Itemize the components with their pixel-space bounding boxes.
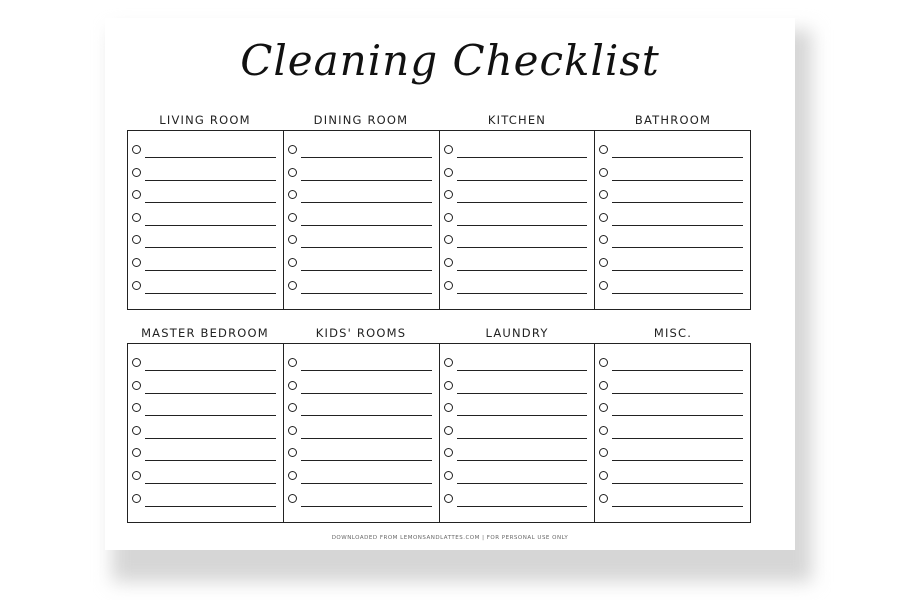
- write-in-line[interactable]: [145, 202, 276, 203]
- checklist-item: [284, 442, 439, 465]
- checkbox-circle-icon[interactable]: [599, 145, 608, 154]
- checklist-item: [595, 162, 750, 185]
- bottom-checklist-grid: [127, 343, 751, 523]
- checkbox-circle-icon[interactable]: [444, 281, 453, 290]
- section-header-master-bedroom: MASTER BEDROOM: [141, 326, 269, 340]
- checkbox-circle-icon[interactable]: [288, 281, 297, 290]
- checkbox-circle-icon[interactable]: [288, 426, 297, 435]
- write-in-line[interactable]: [612, 483, 743, 484]
- checklist-item: [128, 207, 283, 230]
- write-in-line[interactable]: [612, 180, 743, 181]
- checkbox-circle-icon[interactable]: [132, 426, 141, 435]
- checklist-item: [595, 352, 750, 375]
- checkbox-circle-icon[interactable]: [132, 168, 141, 177]
- checklist-item: [440, 375, 595, 398]
- write-in-line[interactable]: [612, 270, 743, 271]
- write-in-line[interactable]: [612, 393, 743, 394]
- checkbox-circle-icon[interactable]: [132, 258, 141, 267]
- write-in-line[interactable]: [145, 270, 276, 271]
- section-header-misc: MISC.: [653, 326, 693, 340]
- section-header-dining-room: DINING ROOM: [313, 113, 409, 127]
- checklist-item: [284, 397, 439, 420]
- checkbox-circle-icon[interactable]: [132, 190, 141, 199]
- write-in-line[interactable]: [301, 180, 432, 181]
- write-in-line[interactable]: [457, 293, 588, 294]
- checkbox-circle-icon[interactable]: [444, 213, 453, 222]
- checkbox-circle-icon[interactable]: [444, 358, 453, 367]
- checkbox-circle-icon[interactable]: [599, 358, 608, 367]
- checkbox-circle-icon[interactable]: [132, 448, 141, 457]
- checklist-item: [440, 420, 595, 443]
- write-in-line[interactable]: [457, 157, 588, 158]
- checkbox-circle-icon[interactable]: [132, 358, 141, 367]
- write-in-line[interactable]: [612, 247, 743, 248]
- write-in-line[interactable]: [145, 415, 276, 416]
- checkbox-circle-icon[interactable]: [132, 381, 141, 390]
- write-in-line[interactable]: [145, 370, 276, 371]
- write-in-line[interactable]: [145, 460, 276, 461]
- checklist-item: [440, 488, 595, 511]
- checkbox-circle-icon[interactable]: [599, 168, 608, 177]
- checkbox-circle-icon[interactable]: [599, 281, 608, 290]
- checkbox-circle-icon[interactable]: [132, 281, 141, 290]
- checklist-item: [440, 275, 595, 298]
- checkbox-circle-icon[interactable]: [288, 145, 297, 154]
- checklist-item: [595, 275, 750, 298]
- checkbox-circle-icon[interactable]: [288, 235, 297, 244]
- write-in-line[interactable]: [612, 506, 743, 507]
- section-column-kids-rooms: [284, 344, 440, 522]
- checklist-item: [128, 139, 283, 162]
- write-in-line[interactable]: [301, 483, 432, 484]
- checklist-item: [128, 352, 283, 375]
- checkbox-circle-icon[interactable]: [444, 494, 453, 503]
- section-column-living-room: [128, 131, 284, 309]
- checkbox-circle-icon[interactable]: [288, 403, 297, 412]
- checkbox-circle-icon[interactable]: [132, 213, 141, 222]
- checklist-item: [440, 465, 595, 488]
- write-in-line[interactable]: [145, 247, 276, 248]
- checklist-item: [440, 442, 595, 465]
- section-header-laundry: LAUNDRY: [485, 326, 549, 340]
- section-header-kids-rooms: KIDS' ROOMS: [315, 326, 407, 340]
- write-in-line[interactable]: [612, 415, 743, 416]
- checkbox-circle-icon[interactable]: [288, 494, 297, 503]
- write-in-line[interactable]: [612, 293, 743, 294]
- checkbox-circle-icon[interactable]: [288, 471, 297, 480]
- write-in-line[interactable]: [457, 438, 588, 439]
- write-in-line[interactable]: [457, 460, 588, 461]
- checklist-item: [284, 375, 439, 398]
- checklist-item: [595, 397, 750, 420]
- section-header-bathroom: BATHROOM: [634, 113, 712, 127]
- checklist-item: [595, 252, 750, 275]
- checklist-item: [128, 162, 283, 185]
- checklist-item: [128, 397, 283, 420]
- section-header-living-room: LIVING ROOM: [159, 113, 251, 127]
- write-in-line[interactable]: [301, 415, 432, 416]
- checklist-item: [284, 139, 439, 162]
- checklist-item: [284, 488, 439, 511]
- write-in-line[interactable]: [301, 460, 432, 461]
- checklist-item: [128, 465, 283, 488]
- checklist-item: [440, 229, 595, 252]
- section-column-misc: [595, 344, 750, 522]
- checkbox-circle-icon[interactable]: [444, 403, 453, 412]
- checklist-item: [595, 207, 750, 230]
- write-in-line[interactable]: [145, 157, 276, 158]
- checkbox-circle-icon[interactable]: [599, 381, 608, 390]
- checklist-item: [284, 275, 439, 298]
- write-in-line[interactable]: [301, 293, 432, 294]
- checklist-item: [595, 420, 750, 443]
- write-in-line[interactable]: [457, 225, 588, 226]
- write-in-line[interactable]: [301, 247, 432, 248]
- checkbox-circle-icon[interactable]: [599, 213, 608, 222]
- checkbox-circle-icon[interactable]: [444, 426, 453, 435]
- checklist-item: [128, 275, 283, 298]
- checkbox-circle-icon[interactable]: [444, 168, 453, 177]
- checkbox-circle-icon[interactable]: [288, 258, 297, 267]
- checkbox-circle-icon[interactable]: [132, 235, 141, 244]
- write-in-line[interactable]: [457, 370, 588, 371]
- checkbox-circle-icon[interactable]: [444, 258, 453, 267]
- checkbox-circle-icon[interactable]: [599, 235, 608, 244]
- section-header-kitchen: KITCHEN: [487, 113, 547, 127]
- checkbox-circle-icon[interactable]: [599, 190, 608, 199]
- checkbox-circle-icon[interactable]: [444, 235, 453, 244]
- checkbox-circle-icon[interactable]: [132, 494, 141, 503]
- write-in-line[interactable]: [145, 293, 276, 294]
- checklist-item: [595, 375, 750, 398]
- checkbox-circle-icon[interactable]: [132, 471, 141, 480]
- write-in-line[interactable]: [145, 506, 276, 507]
- checklist-item: [440, 252, 595, 275]
- write-in-line[interactable]: [301, 438, 432, 439]
- checkbox-circle-icon[interactable]: [444, 145, 453, 154]
- checklist-item: [440, 139, 595, 162]
- checkbox-circle-icon[interactable]: [288, 190, 297, 199]
- checklist-item: [128, 442, 283, 465]
- checkbox-circle-icon[interactable]: [132, 145, 141, 154]
- checklist-item: [440, 184, 595, 207]
- checklist-item: [595, 465, 750, 488]
- write-in-line[interactable]: [612, 370, 743, 371]
- write-in-line[interactable]: [457, 483, 588, 484]
- write-in-line[interactable]: [457, 247, 588, 248]
- section-column-bathroom: [595, 131, 750, 309]
- top-checklist-grid: [127, 130, 751, 310]
- checkbox-circle-icon[interactable]: [288, 381, 297, 390]
- checklist-item: [128, 229, 283, 252]
- checklist-item: [284, 184, 439, 207]
- write-in-line[interactable]: [301, 393, 432, 394]
- checkbox-circle-icon[interactable]: [444, 381, 453, 390]
- checklist-item: [440, 397, 595, 420]
- checkbox-circle-icon[interactable]: [288, 448, 297, 457]
- checklist-item: [128, 375, 283, 398]
- checklist-item: [284, 162, 439, 185]
- checkbox-circle-icon[interactable]: [599, 403, 608, 412]
- checklist-item: [128, 252, 283, 275]
- write-in-line[interactable]: [457, 180, 588, 181]
- checklist-item: [284, 465, 439, 488]
- checklist-item: [595, 139, 750, 162]
- write-in-line[interactable]: [457, 506, 588, 507]
- section-column-laundry: [440, 344, 596, 522]
- checklist-item: [440, 352, 595, 375]
- checklist-item: [595, 488, 750, 511]
- checkbox-circle-icon[interactable]: [599, 426, 608, 435]
- write-in-line[interactable]: [612, 460, 743, 461]
- write-in-line[interactable]: [145, 438, 276, 439]
- checklist-item: [284, 229, 439, 252]
- checklist-item: [595, 229, 750, 252]
- write-in-line[interactable]: [457, 202, 588, 203]
- checkbox-circle-icon[interactable]: [288, 358, 297, 367]
- checkbox-circle-icon[interactable]: [132, 403, 141, 412]
- section-column-dining-room: [284, 131, 440, 309]
- write-in-line[interactable]: [301, 270, 432, 271]
- checkbox-circle-icon[interactable]: [599, 471, 608, 480]
- page-title: Cleaning Checklist: [240, 36, 660, 85]
- write-in-line[interactable]: [457, 270, 588, 271]
- checklist-item: [595, 442, 750, 465]
- checklist-item: [284, 420, 439, 443]
- write-in-line[interactable]: [612, 202, 743, 203]
- checklist-item: [128, 420, 283, 443]
- page-footer: DOWNLOADED FROM LEMONSANDLATTES.COM | FOR PERSONAL USE ONLY: [331, 535, 569, 541]
- write-in-line[interactable]: [145, 180, 276, 181]
- section-column-kitchen: [440, 131, 596, 309]
- write-in-line[interactable]: [612, 225, 743, 226]
- checkbox-circle-icon[interactable]: [599, 494, 608, 503]
- section-column-master-bedroom: [128, 344, 284, 522]
- checkbox-circle-icon[interactable]: [599, 258, 608, 267]
- write-in-line[interactable]: [301, 225, 432, 226]
- checkbox-circle-icon[interactable]: [599, 448, 608, 457]
- write-in-line[interactable]: [145, 483, 276, 484]
- checkbox-circle-icon[interactable]: [444, 448, 453, 457]
- checklist-item: [284, 207, 439, 230]
- checklist-item: [128, 184, 283, 207]
- checklist-item: [440, 162, 595, 185]
- checklist-item: [284, 252, 439, 275]
- checkbox-circle-icon[interactable]: [288, 213, 297, 222]
- write-in-line[interactable]: [612, 438, 743, 439]
- write-in-line[interactable]: [301, 370, 432, 371]
- checklist-item: [128, 488, 283, 511]
- checkbox-circle-icon[interactable]: [444, 471, 453, 480]
- write-in-line[interactable]: [301, 202, 432, 203]
- write-in-line[interactable]: [301, 157, 432, 158]
- write-in-line[interactable]: [612, 157, 743, 158]
- checklist-item: [284, 352, 439, 375]
- write-in-line[interactable]: [457, 415, 588, 416]
- write-in-line[interactable]: [145, 393, 276, 394]
- write-in-line[interactable]: [457, 393, 588, 394]
- checkbox-circle-icon[interactable]: [444, 190, 453, 199]
- write-in-line[interactable]: [301, 506, 432, 507]
- checklist-item: [595, 184, 750, 207]
- write-in-line[interactable]: [145, 225, 276, 226]
- checklist-item: [440, 207, 595, 230]
- checkbox-circle-icon[interactable]: [288, 168, 297, 177]
